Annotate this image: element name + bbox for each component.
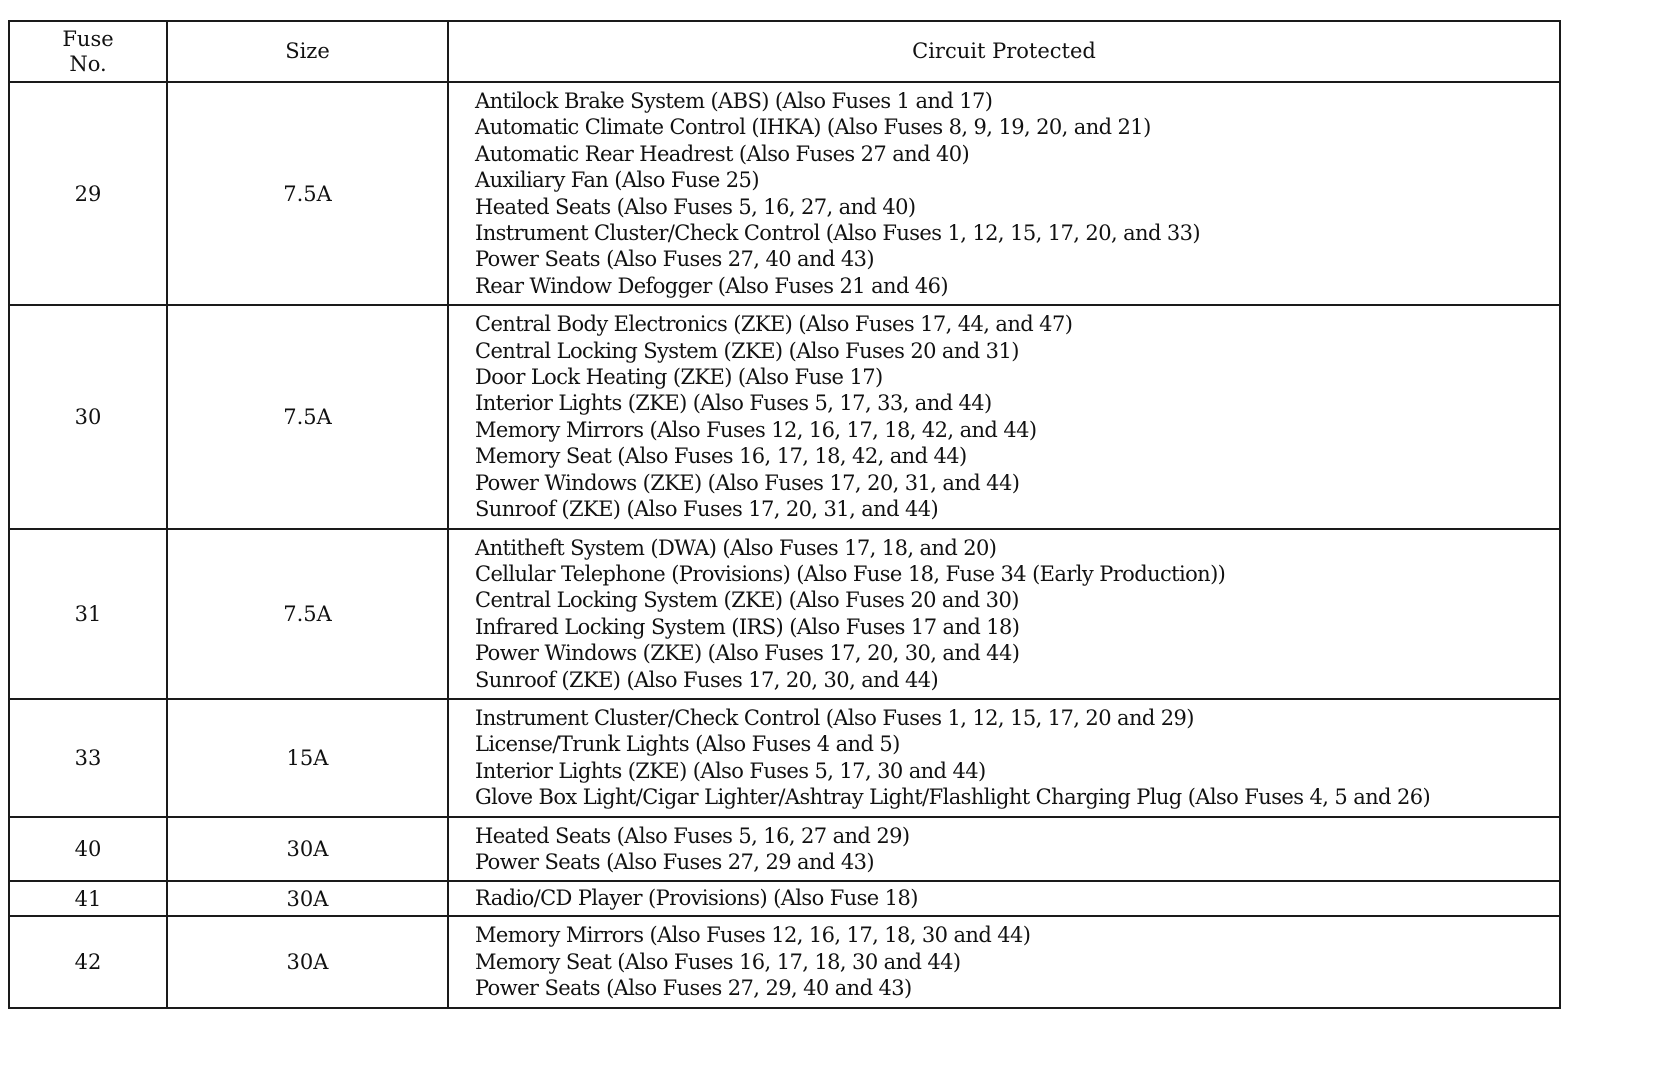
circuit-item: Radio/CD Player (Provisions) (Also Fuse 18)	[475, 886, 918, 911]
table-row	[9, 916, 1560, 1007]
circuit-item: Central Locking System (ZKE) (Also Fuses 20 and 31)	[475, 338, 1019, 363]
circuit-list	[448, 699, 1560, 817]
circuit-item: Instrument Cluster/Check Control (Also Fuses 1, 12, 15, 17, 20, and 33)	[475, 221, 1200, 246]
circuit-item: Instrument Cluster/Check Control (Also Fuses 1, 12, 15, 17, 20 and 29)	[475, 705, 1194, 730]
circuit-item: Power Windows (ZKE) (Also Fuses 17, 20, 30, and 44)	[475, 641, 1020, 666]
fuse-number: 31	[9, 529, 167, 699]
table-row	[9, 881, 1560, 916]
table-row	[9, 305, 1560, 528]
circuit-item: Memory Mirrors (Also Fuses 12, 16, 17, 18, 42, and 44)	[475, 417, 1037, 442]
circuit-item: Automatic Climate Control (IHKA) (Also Fuses 8, 9, 19, 20, and 21)	[475, 115, 1151, 140]
circuit-list	[448, 881, 1560, 916]
fuse-table	[8, 20, 1561, 1009]
fuse-number: 41	[9, 881, 167, 916]
circuit-item: Central Body Electronics (ZKE) (Also Fuses 17, 44, and 47)	[475, 312, 1073, 337]
circuit-item: Memory Seat (Also Fuses 16, 17, 18, 42, and 44)	[475, 444, 967, 469]
circuit-item: Sunroof (ZKE) (Also Fuses 17, 20, 30, and 44)	[475, 667, 939, 692]
circuit-item: Power Seats (Also Fuses 27, 29, 40 and 43)	[475, 976, 912, 1001]
circuit-item: Interior Lights (ZKE) (Also Fuses 5, 17, 30 and 44)	[475, 758, 986, 783]
header-fuse-no-line1: Fuse	[62, 26, 114, 51]
fuse-size: 7.5A	[167, 82, 448, 305]
circuit-item: Memory Mirrors (Also Fuses 12, 16, 17, 18, 30 and 44)	[475, 923, 1031, 948]
fuse-table-page	[8, 20, 1561, 1009]
circuit-item: Antitheft System (DWA) (Also Fuses 17, 18, and 20)	[475, 535, 997, 560]
circuit-item: Heated Seats (Also Fuses 5, 16, 27, and 40)	[475, 194, 916, 219]
circuit-item: Heated Seats (Also Fuses 5, 16, 27 and 29)	[475, 823, 910, 848]
circuit-list	[448, 305, 1560, 528]
fuse-number: 30	[9, 305, 167, 528]
circuit-item: Memory Seat (Also Fuses 16, 17, 18, 30 and 44)	[475, 949, 961, 974]
circuit-item: Power Windows (ZKE) (Also Fuses 17, 20, 31, and 44)	[475, 470, 1020, 495]
header-circuit-protected: Circuit Protected	[448, 21, 1560, 82]
circuit-item: Antilock Brake System (ABS) (Also Fuses 1 and 17)	[475, 89, 993, 113]
circuit-item: Auxiliary Fan (Also Fuse 25)	[475, 168, 759, 193]
header-fuse-no-line2: No.	[69, 51, 107, 76]
fuse-size: 7.5A	[167, 529, 448, 699]
fuse-size: 30A	[167, 817, 448, 882]
table-header-row	[9, 21, 1560, 82]
circuit-item: Glove Box Light/Cigar Lighter/Ashtray Light/Flashlight Charging Plug (Also Fuses 4, 5 and 26)	[475, 785, 1431, 810]
circuit-list	[448, 82, 1560, 305]
table-body	[9, 82, 1560, 1008]
circuit-list	[448, 817, 1560, 882]
circuit-item: Door Lock Heating (ZKE) (Also Fuse 17)	[475, 365, 883, 390]
fuse-number: 33	[9, 699, 167, 817]
circuit-item: Power Seats (Also Fuses 27, 40 and 43)	[475, 247, 874, 272]
fuse-number: 40	[9, 817, 167, 882]
circuit-list	[448, 529, 1560, 699]
circuit-item: License/Trunk Lights (Also Fuses 4 and 5)	[475, 732, 900, 757]
table-row	[9, 529, 1560, 699]
fuse-number: 42	[9, 916, 167, 1007]
circuit-list	[448, 916, 1560, 1007]
table-row	[9, 817, 1560, 882]
circuit-item: Automatic Rear Headrest (Also Fuses 27 and 40)	[475, 141, 970, 166]
circuit-item: Cellular Telephone (Provisions) (Also Fuse 18, Fuse 34 (Early Production))	[475, 561, 1226, 586]
header-size: Size	[167, 21, 448, 82]
circuit-item: Rear Window Defogger (Also Fuses 21 and 46)	[475, 273, 948, 298]
fuse-number: 29	[9, 82, 167, 305]
circuit-item: Central Locking System (ZKE) (Also Fuses 20 and 30)	[475, 588, 1019, 613]
circuit-item: Infrared Locking System (IRS) (Also Fuses 17 and 18)	[475, 614, 1020, 639]
circuit-item: Interior Lights (ZKE) (Also Fuses 5, 17, 33, and 44)	[475, 391, 992, 416]
circuit-item: Sunroof (ZKE) (Also Fuses 17, 20, 31, and 44)	[475, 497, 939, 522]
header-fuse-no	[9, 21, 167, 82]
fuse-size: 15A	[167, 699, 448, 817]
fuse-size: 30A	[167, 916, 448, 1007]
fuse-size: 7.5A	[167, 305, 448, 528]
circuit-item: Power Seats (Also Fuses 27, 29 and 43)	[475, 849, 874, 874]
fuse-size: 30A	[167, 881, 448, 916]
table-row	[9, 699, 1560, 817]
table-row	[9, 82, 1560, 305]
